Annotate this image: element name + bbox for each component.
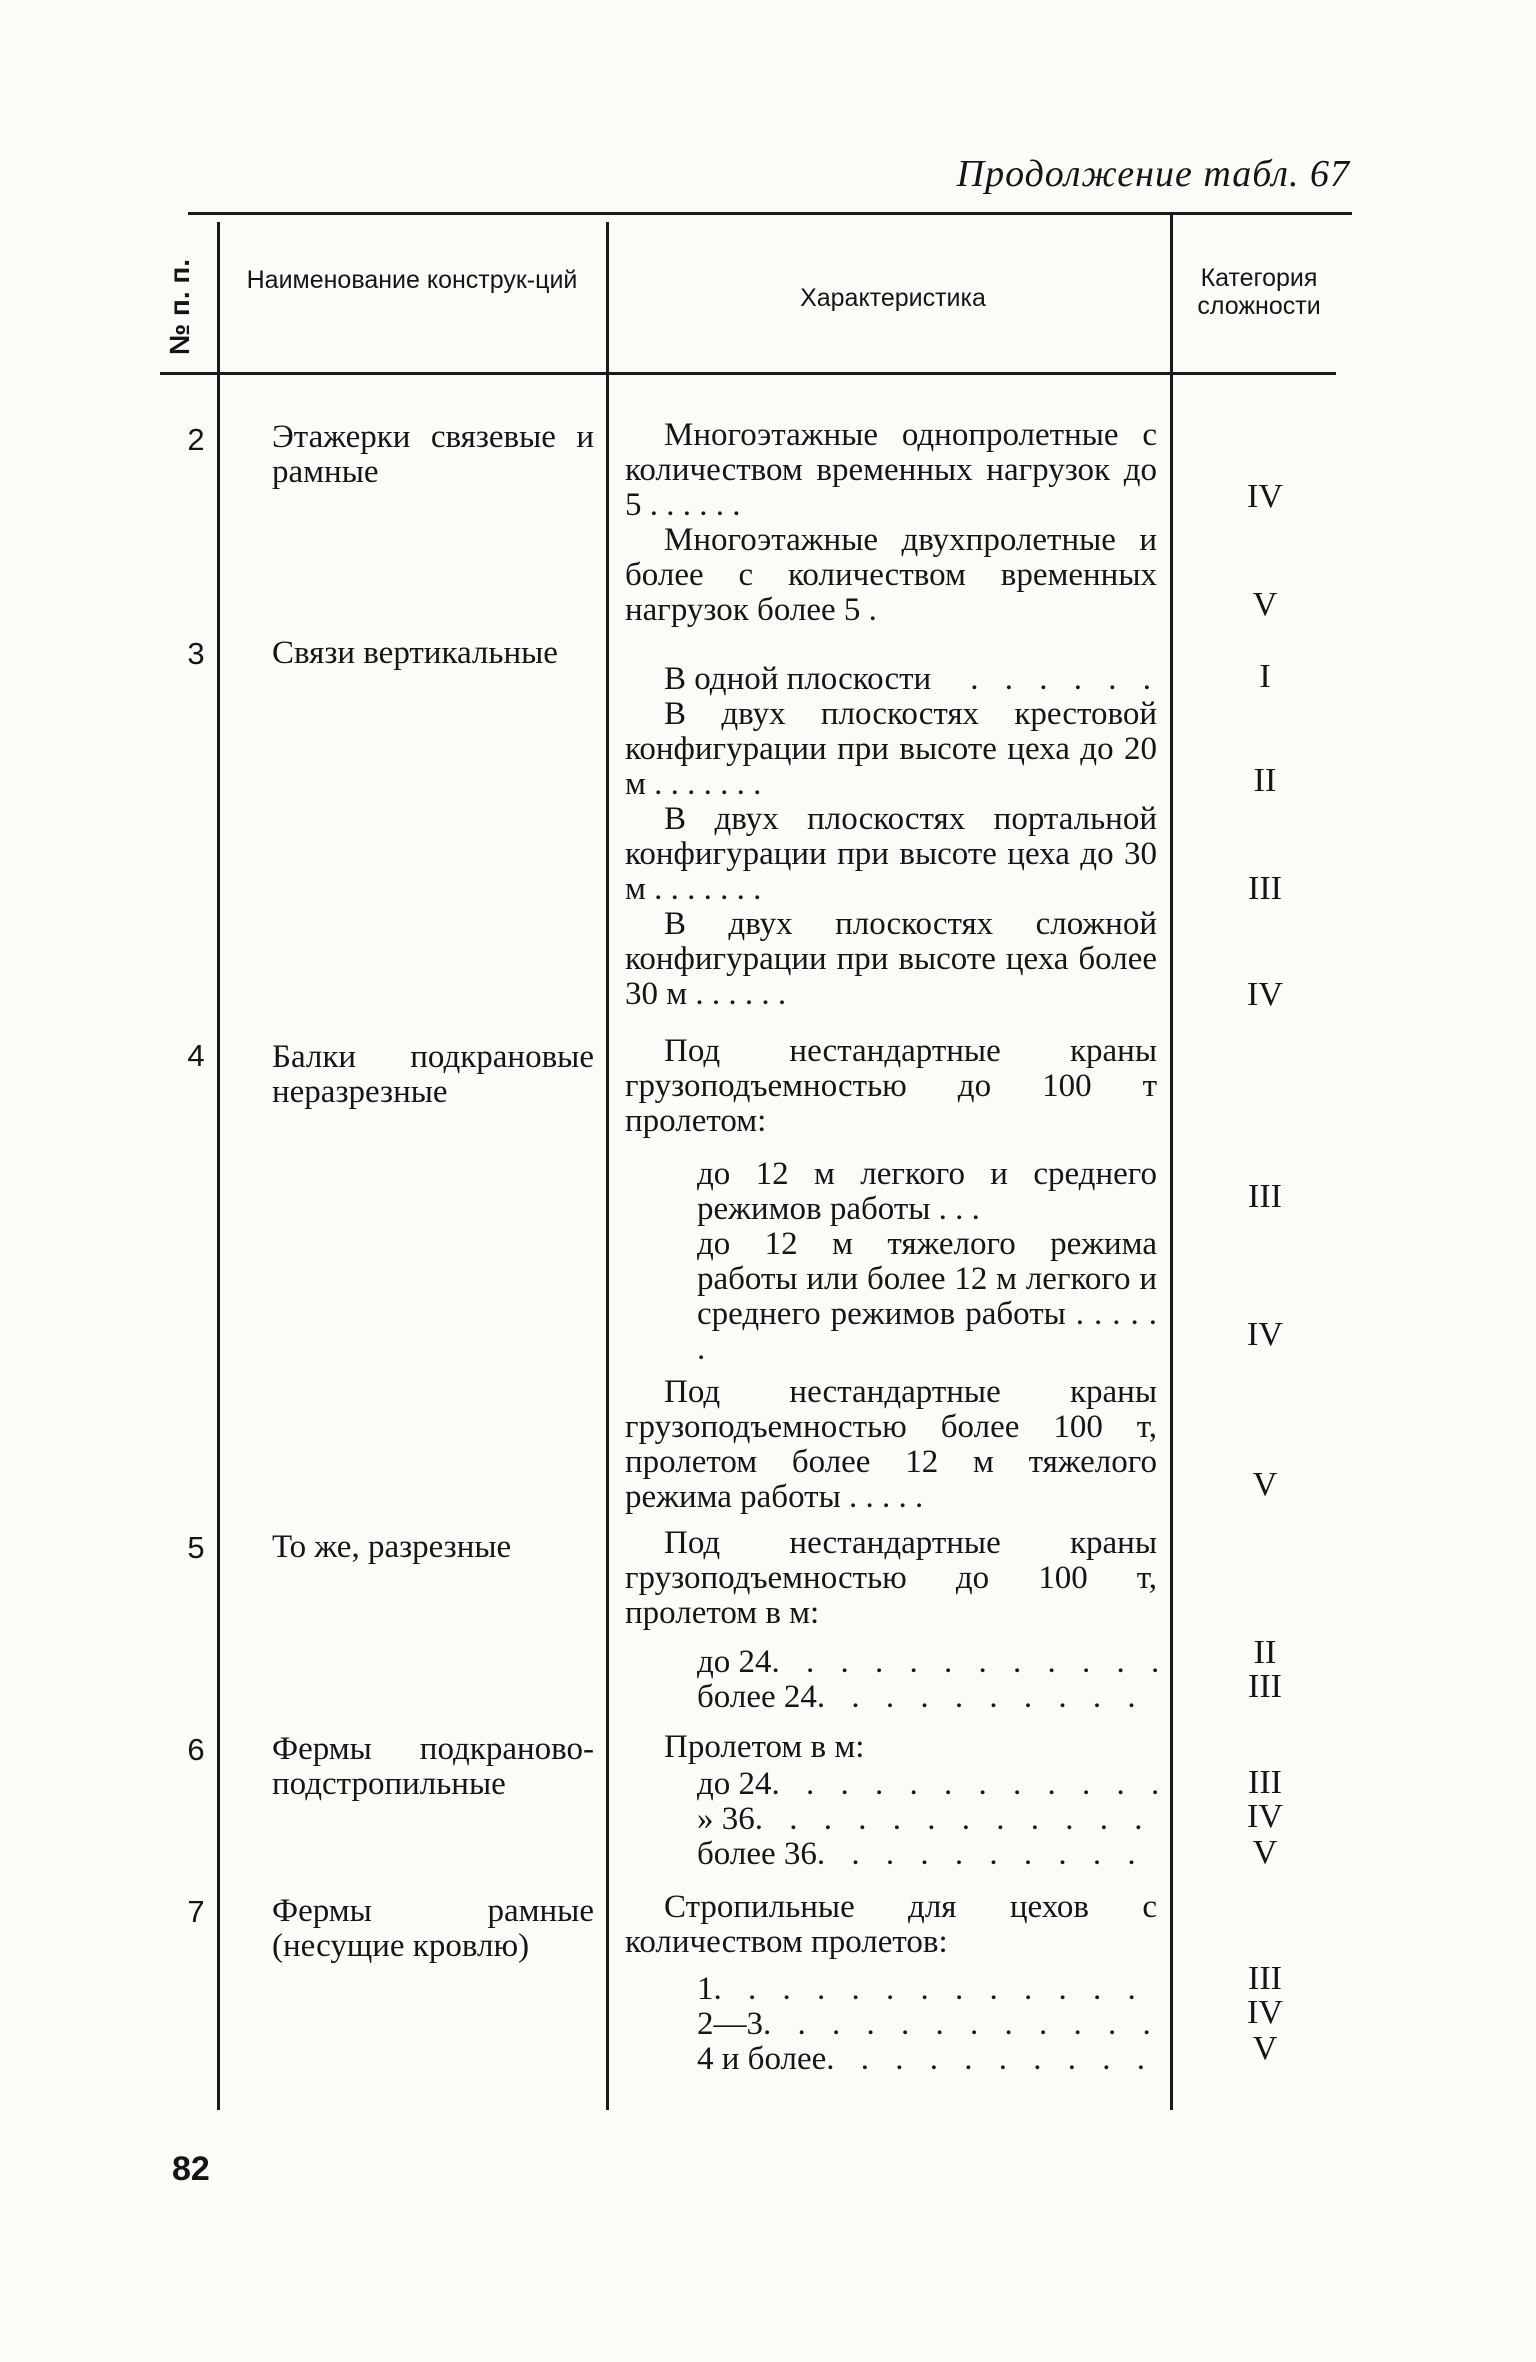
row-number: 3: [187, 636, 205, 671]
category-value: III: [1248, 1668, 1282, 1705]
row-number: 7: [187, 1894, 205, 1929]
category-value: I: [1259, 658, 1271, 695]
row-name: Связи вертикальные: [272, 635, 558, 671]
item-text: » 36: [697, 1801, 755, 1837]
item-text: В одной плоскости: [664, 661, 932, 697]
row-name: То же, разрезные: [272, 1529, 512, 1565]
item-text: до 12 м легкого и среднего режимов работы: [697, 1156, 1157, 1227]
row-number: 4: [187, 1038, 205, 1073]
item-text: 1: [697, 1971, 714, 2007]
row-intro: Под нестандартные краны грузоподъемностью до 100 т, пролетом в м:: [625, 1525, 1157, 1631]
row-intro: Пролетом в м:: [664, 1729, 865, 1765]
item-text: 2—3: [697, 2006, 763, 2042]
category-value: V: [1252, 1834, 1278, 1871]
page-number: 82: [172, 2150, 210, 2188]
category-value: IV: [1247, 1798, 1283, 1835]
category-value: III: [1248, 1764, 1282, 1801]
item-text: Многоэтажные двухпролетные и более с количеством временных нагрузок более 5: [625, 522, 1157, 628]
table-top-rule: [188, 212, 1352, 215]
header-characteristic-cell: [620, 284, 1166, 312]
row-intro: Под нестандартные краны грузоподъемностью до 100 т пролетом:: [625, 1033, 1157, 1139]
header-bottom-rule: [160, 372, 1336, 375]
row-name: Этажерки связевые и рамные: [272, 419, 594, 490]
header-category-label: Категория сложности: [1197, 264, 1321, 320]
row-number: 5: [187, 1530, 205, 1565]
table-caption: Продолжение табл. 67: [956, 153, 1350, 195]
header-category-cell: [1184, 264, 1334, 320]
header-name-label: Наименование конструк-ций: [246, 266, 578, 294]
row-characteristic: Под нестандартные краны грузоподъемностью до 100 т пролетом: до 12 м легкого и среднего режимов работы . . . до 12 м тяжелого режима работы или более 12 м легкого и среднего режимов работы . . . . . . Под нестандартные краны грузоподъемностью более 100 т, пролетом более 12 м тяжелого режима работы . . . . .: [625, 1033, 1157, 1515]
row-characteristic: В одной плоскости . . . В двух плоскостях крестовой конфигурации при высоте цеха до 20 м . . . . . . . В двух плоскостях портальной конфигурации при высоте цеха до 30 м . . . . . . . В двух плоскостях сложной конфигурации при высоте цеха более 30 м . . . . . .: [625, 662, 1157, 1012]
item-text: В двух плоскостях портальной конфигурации при высоте цеха до 30 м: [625, 801, 1157, 907]
category-value: IV: [1247, 478, 1283, 515]
row-characteristic: [625, 1526, 1157, 1715]
row-intro: Стропильные для цехов с количеством пролетов:: [625, 1889, 1157, 1960]
item-text: более 36: [697, 1836, 817, 1872]
row-name: Балки подкрановые неразрезные: [272, 1039, 594, 1110]
item-text: 4 и более: [697, 2041, 827, 2077]
item-text: до 24: [697, 1644, 772, 1680]
item-text: до 12 м тяжелого режима работы или более 12 м легкого и среднего режимов работы: [697, 1226, 1157, 1332]
category-value: II: [1253, 762, 1277, 799]
row-characteristic: Многоэтажные однопролетные с количеством временных нагрузок до 5 . . . . . . Многоэтажные двухпролетные и более с количеством временных нагрузок более 5 .: [625, 417, 1157, 628]
column-divider-characteristic: [1170, 212, 1173, 2110]
row-number: 6: [187, 1732, 205, 1767]
item-text: до 24: [697, 1766, 772, 1802]
column-divider-num: [217, 222, 220, 2110]
category-value: V: [1252, 2030, 1278, 2067]
item-text: более 24: [697, 1679, 817, 1715]
category-value: II: [1253, 1634, 1277, 1671]
category-value: III: [1248, 870, 1282, 907]
category-value: V: [1252, 586, 1278, 623]
row-name: Фермы подкраново-подстропильные: [272, 1731, 594, 1802]
item-text: В двух плоскостях сложной конфигурации при высоте цеха более 30 м: [625, 906, 1157, 1012]
row-characteristic: [625, 1890, 1157, 2077]
category-value: IV: [1247, 1316, 1283, 1353]
header-characteristic-label: Характеристика: [800, 284, 986, 312]
row-characteristic: [625, 1730, 1157, 1872]
item-text: Под нестандартные краны грузоподъемностью более 100 т, пролетом более 12 м тяжелого режима работы: [625, 1374, 1157, 1515]
category-value: V: [1252, 1466, 1278, 1503]
column-divider-name: [606, 222, 609, 2110]
row-name: Фермы рамные (несущие кровлю): [272, 1893, 594, 1964]
item-text: Многоэтажные однопролетные с количеством временных нагрузок до 5: [625, 417, 1157, 523]
category-value: IV: [1247, 976, 1283, 1013]
header-name-cell: [232, 266, 592, 294]
row-number: 2: [187, 422, 205, 457]
header-number-cell: [150, 232, 210, 382]
category-value: IV: [1247, 1994, 1283, 2031]
header-number-label: № п. п.: [164, 258, 195, 356]
category-value: III: [1248, 1960, 1282, 1997]
item-text: В двух плоскостях крестовой конфигурации при высоте цеха до 20 м: [625, 696, 1157, 802]
category-value: III: [1248, 1178, 1282, 1215]
